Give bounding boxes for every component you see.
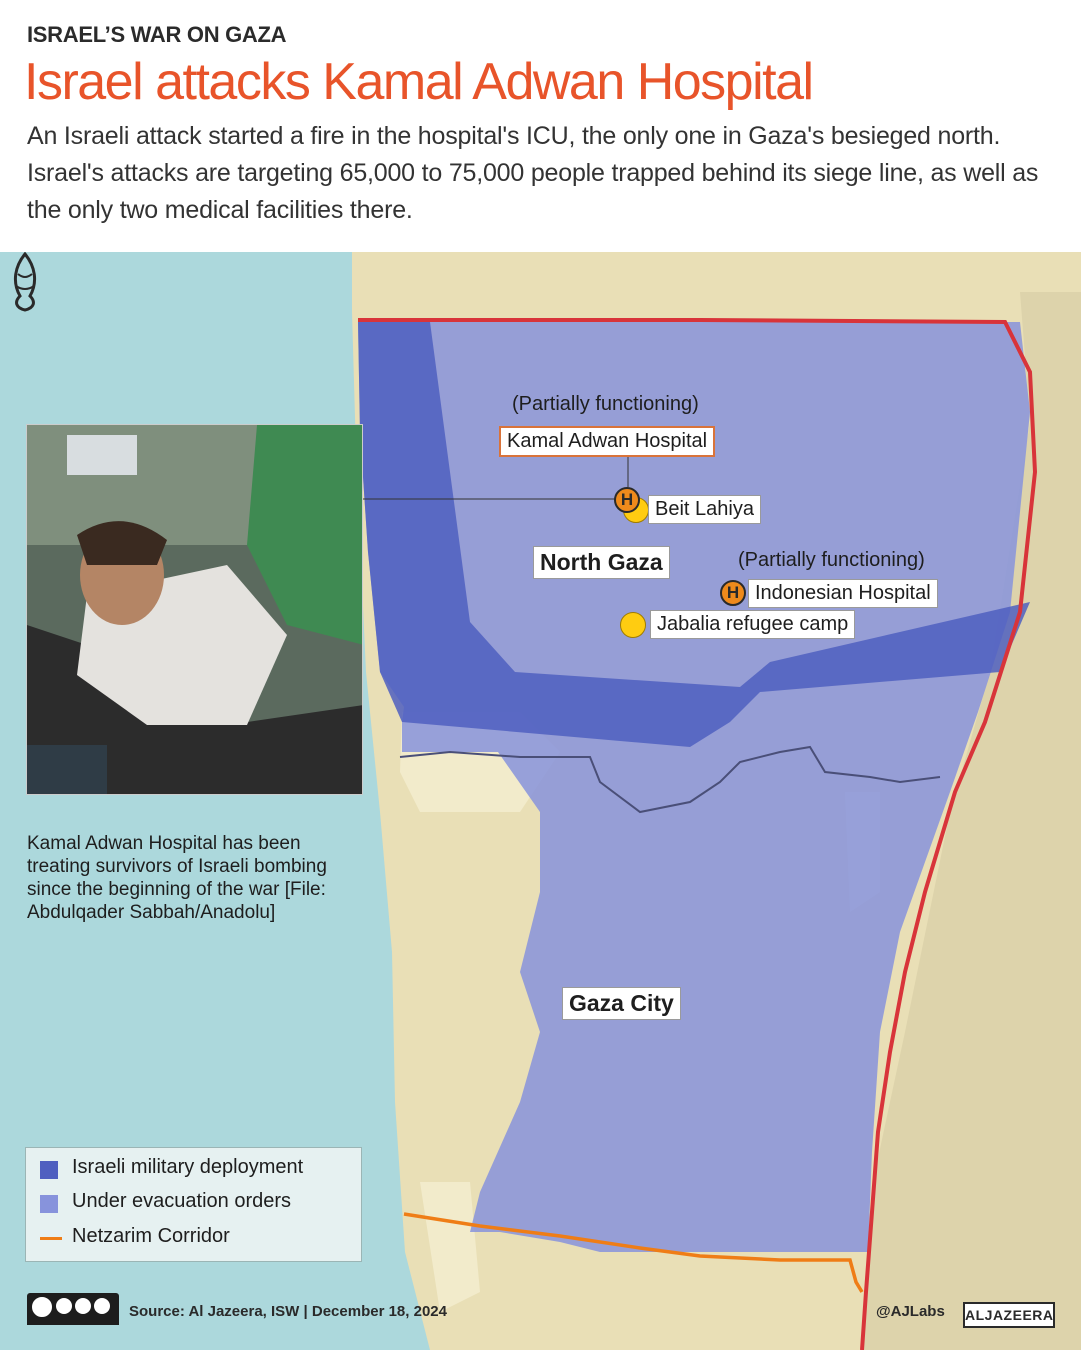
page-title: Israel attacks Kamal Adwan Hospital [24, 53, 813, 111]
aljazeera-mark-icon [0, 252, 50, 312]
legend-label: Israeli military deployment [72, 1156, 304, 1178]
legend [25, 1147, 362, 1262]
hospital-icon: H [614, 487, 640, 513]
kamal-adwan-label: Kamal Adwan Hospital [499, 426, 715, 457]
hospital-icon: H [720, 580, 746, 606]
photo-caption: Kamal Adwan Hospital has been treating survivors of Israeli bombing since the beginning of the war [File: Abdulqader Sabbah/Anadolu] [27, 833, 327, 923]
map [0, 252, 1081, 1350]
beit-lahiya-label: Beit Lahiya [648, 495, 761, 524]
hospital-photo [26, 424, 363, 795]
header [0, 0, 1081, 252]
legend-swatch [40, 1195, 58, 1213]
gaza-city-label: Gaza City [562, 987, 681, 1020]
legend-label: Netzarim Corridor [72, 1225, 230, 1247]
kicker: ISRAEL’S WAR ON GAZA [27, 22, 287, 47]
aljazeera-logo: ALJAZEERA [963, 1302, 1055, 1328]
legend-label: Under evacuation orders [72, 1190, 292, 1212]
north-gaza-label: North Gaza [533, 546, 670, 579]
dek: An Israeli attack started a fire in the hospital's ICU, the only one in Gaza's besieged north. Israel's attacks are targeting 65,000 to 75,000 people trapped behind its siege line, as well as the only two medical facilities there. [27, 122, 1039, 224]
jabalia-marker [620, 612, 646, 638]
indonesian-status-label: (Partially functioning) [738, 549, 925, 571]
source-line: Source: Al Jazeera, ISW | December 18, 2024 [129, 1303, 447, 1320]
legend-swatch [40, 1161, 58, 1179]
creative-commons-icon [27, 1293, 119, 1325]
jabalia-label: Jabalia refugee camp [650, 610, 855, 639]
aj-labs-handle: @AJLabs [876, 1303, 945, 1320]
legend-line [40, 1237, 62, 1240]
kamal-status-label: (Partially functioning) [512, 393, 699, 415]
indonesian-hospital-label: Indonesian Hospital [748, 579, 938, 608]
